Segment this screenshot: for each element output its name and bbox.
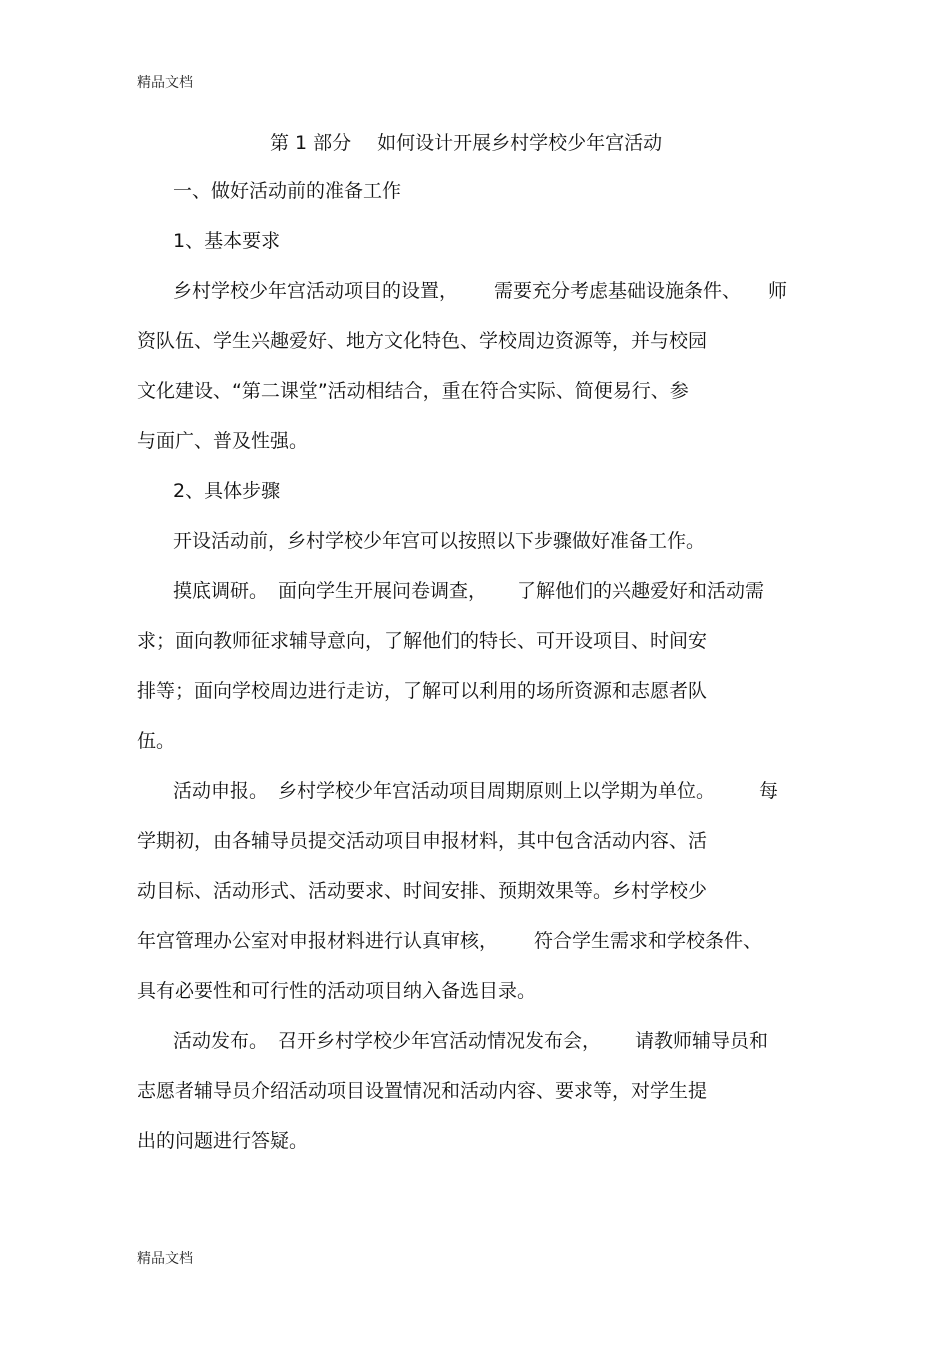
text-span: 摸底调研。	[173, 580, 269, 602]
page-title	[270, 128, 662, 155]
paragraph-line	[137, 928, 762, 954]
title-text: 如何设计开展乡村学校少年宫活动	[377, 132, 663, 154]
paragraph-line	[173, 1028, 768, 1054]
paragraph-line	[173, 578, 764, 604]
page-footer: 精品文档	[137, 1251, 193, 1267]
text-span: 召开乡村学校少年宫活动情况发布会，	[278, 1030, 602, 1052]
paragraph-line: 求；面向教师征求辅导意向，了解他们的特长、可开设项目、时间安	[137, 630, 708, 652]
text-span: 乡村学校少年宫活动项目的设置，	[173, 280, 459, 302]
page-header: 精品文档	[137, 75, 193, 91]
paragraph-line	[173, 778, 778, 804]
text-span: 每	[759, 780, 779, 802]
paragraph-line: 动目标、活动形式、活动要求、时间安排、预期效果等。乡村学校少	[137, 880, 708, 902]
text-span: 面向学生开展问卷调查，	[278, 580, 488, 602]
paragraph-line: 具有必要性和可行性的活动项目纳入备选目录。	[137, 980, 537, 1002]
text-span: 请教师辅导员和	[635, 1030, 769, 1052]
text-span: 活动发布。	[173, 1030, 269, 1052]
text-span: 需要充分考虑基础设施条件、	[494, 280, 742, 302]
text-span: 活动申报。	[173, 780, 269, 802]
subsection-heading-1: 1、基本要求	[173, 230, 281, 252]
text-span: 符合学生需求和学校条件、	[534, 930, 763, 952]
paragraph-line: 开设活动前，乡村学校少年宫可以按照以下步骤做好准备工作。	[173, 530, 706, 552]
paragraph-line: 资队伍、学生兴趣爱好、地方文化特色、学校周边资源等，并与校园	[137, 330, 708, 352]
text-span: 年宫管理办公室对申报材料进行认真审核，	[137, 930, 499, 952]
section-heading-1: 一、做好活动前的准备工作	[173, 180, 402, 202]
title-part: 第 1 部分	[270, 132, 352, 154]
subsection-heading-2: 2、具体步骤	[173, 480, 281, 502]
text-span: 乡村学校少年宫活动项目周期原则上以学期为单位。	[278, 780, 716, 802]
paragraph-line	[173, 278, 787, 304]
paragraph-line: 学期初，由各辅导员提交活动项目申报材料，其中包含活动内容、活	[137, 830, 708, 852]
paragraph-line: 与面广、普及性强。	[137, 430, 309, 452]
paragraph-line: 文化建设、“第二课堂”活动相结合，重在符合实际、简便易行、参	[137, 380, 689, 402]
text-span: 师	[768, 280, 788, 302]
paragraph-line: 排等；面向学校周边进行走访，了解可以利用的场所资源和志愿者队	[137, 680, 708, 702]
text-span: 了解他们的兴趣爱好和活动需	[517, 580, 765, 602]
paragraph-line: 出的问题进行答疑。	[137, 1130, 309, 1152]
paragraph-line: 伍。	[137, 730, 176, 752]
paragraph-line: 志愿者辅导员介绍活动项目设置情况和活动内容、要求等，对学生提	[137, 1080, 708, 1102]
